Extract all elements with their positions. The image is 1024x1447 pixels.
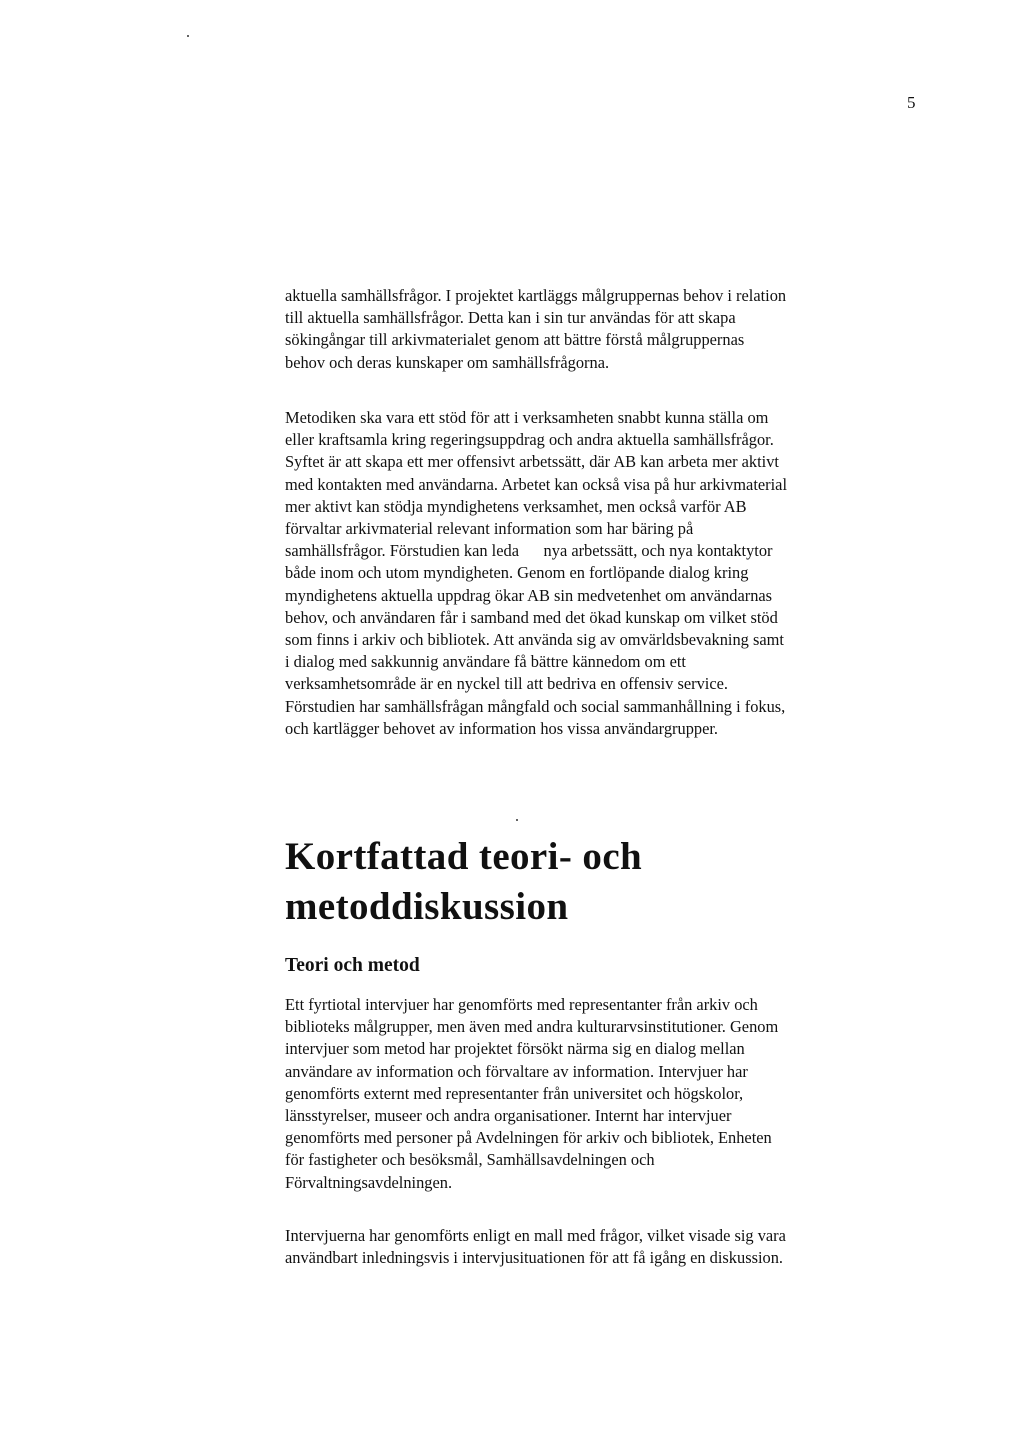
page-number: 5 (907, 93, 916, 112)
text-line: förvaltar arkivmaterial relevant information som har bäring på (285, 519, 694, 539)
text-line: behov och deras kunskaper om samhällsfrågorna. (285, 352, 610, 372)
scan-speck (516, 819, 518, 821)
text-line: biblioteks målgrupper, men även med andra kulturarvsinstitutioner. Genom (285, 1017, 779, 1037)
text-line: genomförts med personer på Avdelningen för arkiv och bibliotek, Enheten (285, 1128, 772, 1148)
text-line: intervjuer som metod har projektet försökt närma sig en dialog mellan (285, 1039, 745, 1059)
text-line: användare av information och förvaltare av information. Intervjuer har (285, 1061, 748, 1081)
text-line: verksamhetsområde är en nyckel till att bedriva en offensiv service. (285, 674, 728, 694)
text-line: som finns i arkiv och bibliotek. Att använda sig av omvärldsbevakning samt (285, 630, 784, 650)
text-line: Syftet är att skapa ett mer offensivt arbetssätt, där AB kan arbeta mer aktivt (285, 452, 779, 472)
text-line: till aktuella samhällsfrågor. Detta kan i sin tur användas för att skapa (285, 308, 736, 328)
text-line: Ett fyrtiotal intervjuer har genomförts med representanter från arkiv och (285, 995, 758, 1014)
text-line: genomförts externt med representanter från universitet och högskolor, (285, 1083, 744, 1103)
text-line: sökingångar till arkivmaterialet genom att bättre förstå målgruppernas (285, 330, 745, 350)
section-heading-line: metoddiskussion (285, 885, 569, 928)
text-line: för fastigheter och besöksmål, Samhällsavdelningen och (285, 1150, 655, 1170)
section-heading (285, 832, 925, 932)
text-line: Förvaltningsavdelningen. (285, 1172, 453, 1192)
paragraph-intervjuer (285, 994, 931, 1194)
text-line: eller kraftsamla kring regeringsuppdrag och andra aktuella samhällsfrågor. (285, 430, 774, 450)
paragraph-mall (285, 1225, 931, 1269)
paragraph-metodiken (285, 407, 931, 740)
text-line: Metodiken ska vara ett stöd för att i verksamheten snabbt kunna ställa om (285, 408, 769, 427)
text-line: både inom och utom myndigheten. Genom en fortlöpande dialog kring (285, 563, 749, 583)
text-line: samhällsfrågor. Förstudien kan leda nya arbetssätt, och nya kontaktytor (285, 541, 773, 561)
text-line: länsstyrelser, museer och andra organisationer. Internt har intervjuer (285, 1106, 732, 1126)
text-line: och kartlägger behovet av information hos vissa användargrupper. (285, 718, 719, 738)
text-line: aktuella samhällsfrågor. I projektet kartläggs målgruppernas behov i relation (285, 286, 787, 305)
text-line: Intervjuerna har genomförts enligt en mall med frågor, vilket visade sig vara (285, 1226, 786, 1245)
text-line: användbart inledningsvis i intervjusituationen för att få igång en diskussion. (285, 1248, 784, 1268)
text-line: i dialog med sakkunnig användare få bättre kännedom om ett (285, 652, 686, 672)
section-heading-line: Kortfattad teori- och (285, 835, 643, 878)
text-line: myndighetens aktuella uppdrag ökar AB sin medvetenhet om användarnas (285, 585, 773, 605)
subsection-heading: Teori och metod (285, 955, 420, 976)
text-line: med kontakten med användarna. Arbetet kan också visa på hur arkivmaterial (285, 474, 788, 494)
paragraph-intro (285, 285, 931, 374)
text-line: behov, och användaren får i samband med det ökad kunskap om vilket stöd (285, 607, 778, 627)
text-line: Förstudien har samhällsfrågan mångfald och social sammanhållning i fokus, (285, 696, 786, 716)
text-line: mer aktivt kan stödja myndighetens verksamhet, men också varför AB (285, 496, 747, 516)
scan-speck (187, 35, 189, 37)
